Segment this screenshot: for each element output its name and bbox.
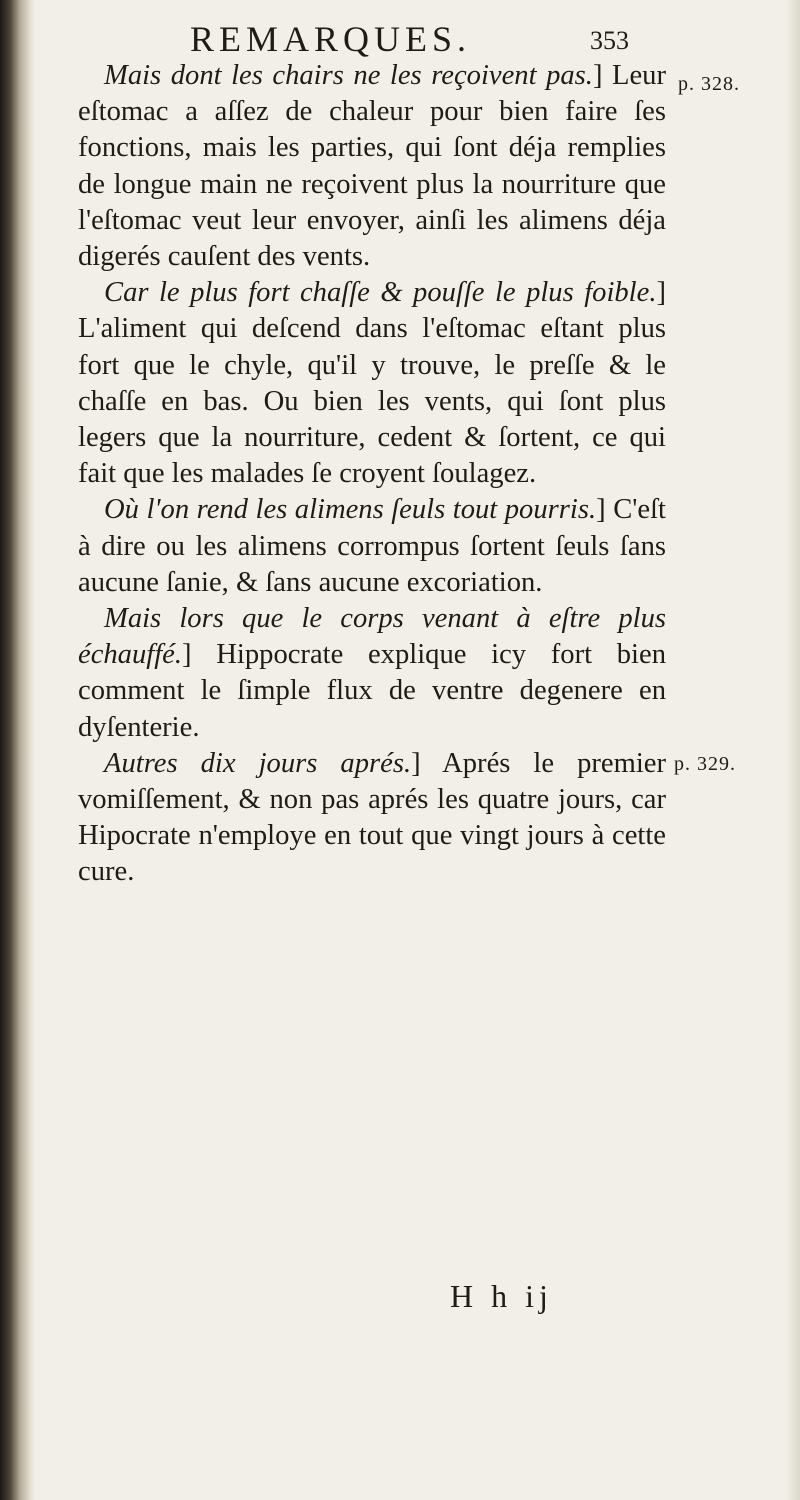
lemma-bracket: ]	[592, 60, 603, 91]
remark-paragraph-4	[78, 601, 666, 746]
remark-paragraph-3	[78, 492, 666, 601]
lemma-bracket: ]	[596, 494, 606, 526]
remark-lemma: Mais lors que le corps venant à eſtre plus échauffé.	[78, 603, 666, 671]
margin-note-p329: p. 329.	[674, 753, 736, 775]
margin-note-p328: p. 328.	[678, 73, 740, 95]
remark-paragraph-5	[78, 746, 666, 891]
lemma-bracket: ]	[182, 639, 192, 671]
remark-body: Leur eſtomac a aſſez de chaleur pour bien faire ſes fonctions, mais les parties, qui ſont déja remplies de longue main ne reçoivent plus la nourriture que l'eſtomac veut leur envoyer, ainſi les alimens déja digerés cauſent des vents.	[78, 60, 666, 273]
remark-lemma: Mais dont les chairs ne les reçoivent pas.	[104, 60, 593, 91]
signature-mark: H h ij	[450, 1278, 553, 1314]
remark-body: L'aliment qui deſcend dans l'eſtomac eſtant plus fort que le chyle, qu'il y trouve, le preſſe & le chaſſe en bas. Ou bien les vents, qui ſont plus legers que la nourriture, cedent & ſortent, ce qui fait que les malades ſe croyent ſoulagez.	[78, 313, 666, 490]
remark-lemma: Car le plus fort chaſſe & pouſſe le plus foible.	[104, 277, 657, 309]
remark-lemma: Où l'on rend les alimens ſeuls tout pourris.	[104, 494, 597, 526]
lemma-bracket: ]	[656, 277, 666, 309]
page-number: 353	[590, 26, 629, 55]
remark-paragraph-1	[78, 58, 666, 275]
binding-gutter	[0, 0, 34, 1500]
remark-body: C'eſt à dire ou les alimens corrompus ſortent ſeuls ſans aucune ſanie, & ſans aucune excoriation.	[78, 494, 666, 598]
remark-body: Aprés le premier vomiſſement, & non pas aprés les quatre jours, car Hipocrate n'employe en tout que vingt jours à cette cure.	[78, 747, 667, 888]
remark-lemma: Autres dix jours aprés.	[104, 747, 412, 779]
main-text	[78, 58, 666, 891]
lemma-bracket: ]	[411, 747, 421, 779]
remark-body: Hippocrate explique icy fort bien comment le ſimple flux de ventre degenere en dyſenterie.	[78, 639, 666, 743]
page-edge-shadow	[786, 0, 800, 1500]
remark-paragraph-2	[78, 275, 666, 492]
running-title: REMARQUES.	[190, 19, 472, 59]
